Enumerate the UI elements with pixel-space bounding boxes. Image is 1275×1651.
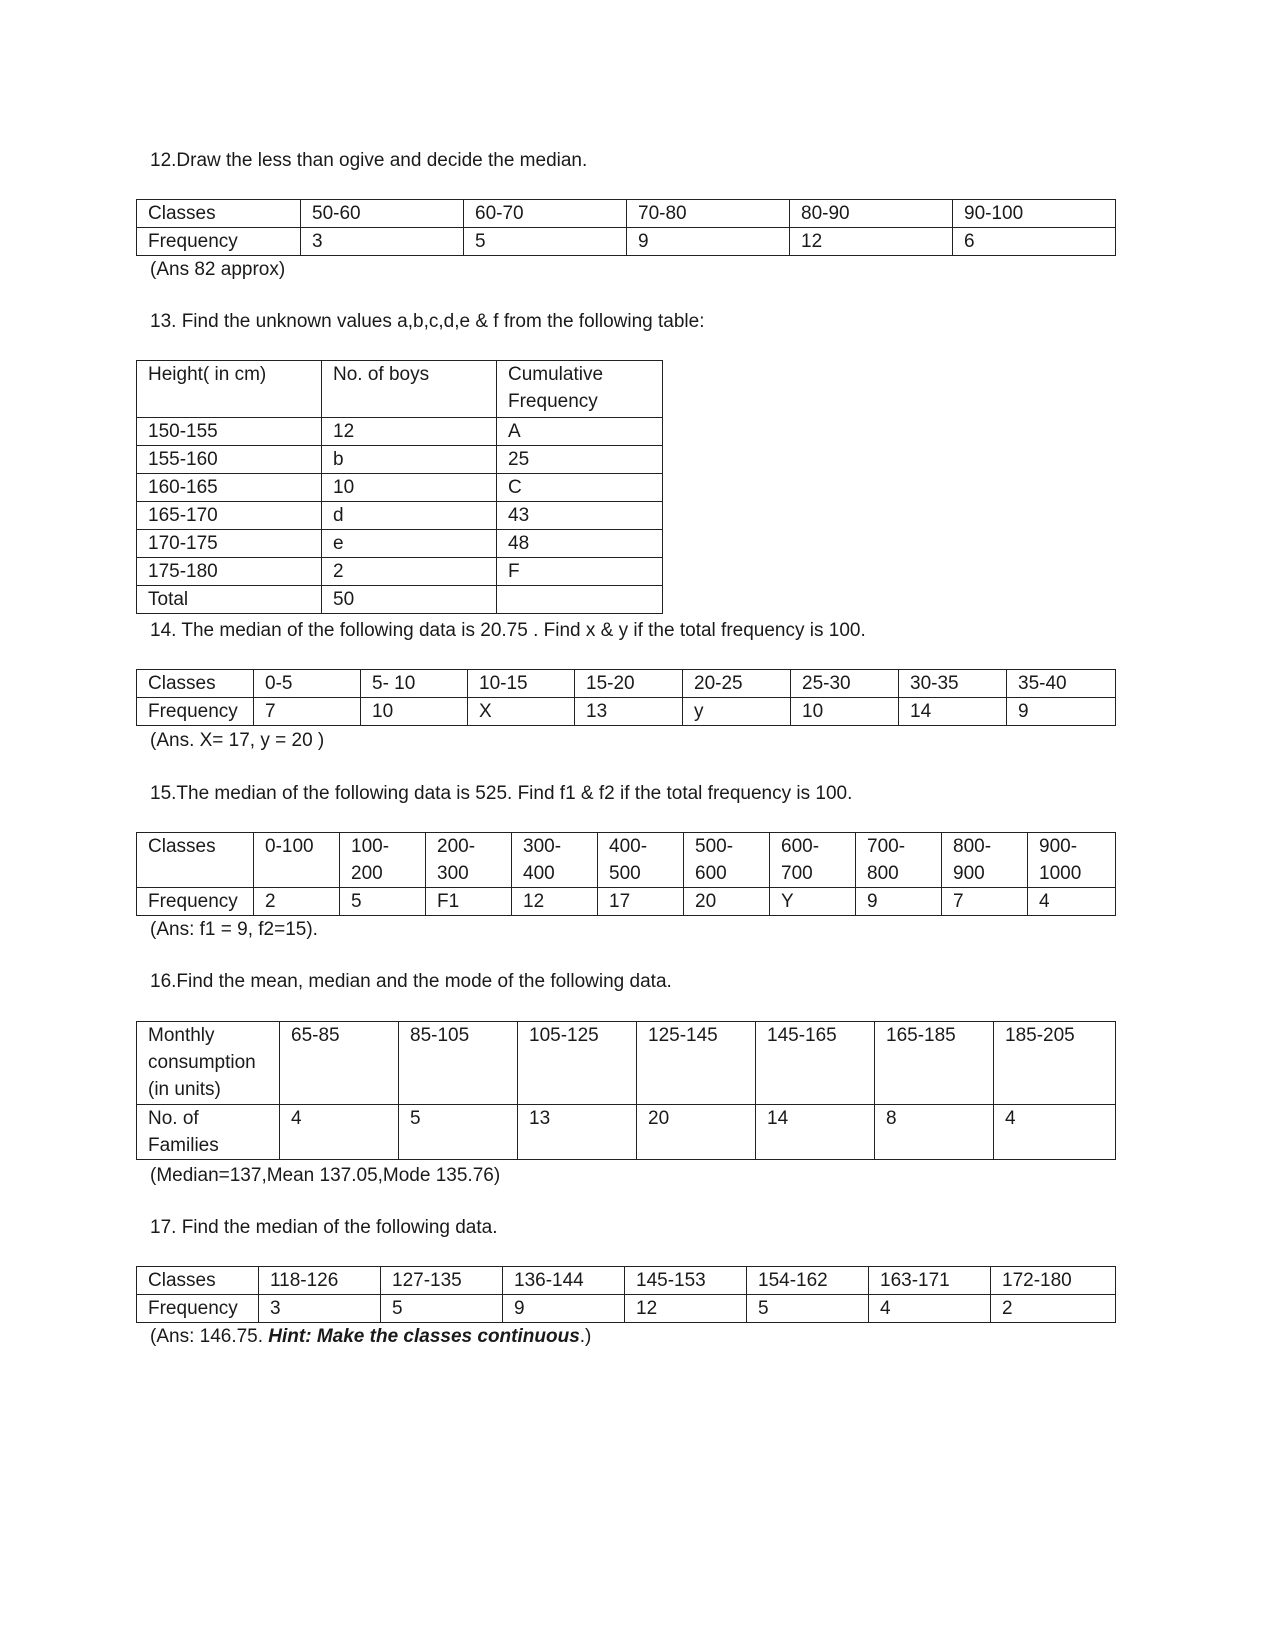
answer-16: (Median=137,Mean 137.05,Mode 135.76) [150,1165,501,1186]
table-row [137,200,1116,228]
table-cell [497,586,663,614]
table-cell: 105-125 [518,1022,637,1105]
table-cell: 400- 500 [598,833,684,888]
table-row [137,558,663,586]
table-cell: A [497,418,663,446]
table-cell: 20 [684,888,770,916]
table-row [137,1295,1116,1323]
table-cell: 900- 1000 [1028,833,1116,888]
table-cell: 154-162 [747,1267,869,1295]
table-cell: Frequency [137,698,254,726]
table-cell: 14 [899,698,1007,726]
table-cell: 172-180 [991,1267,1116,1295]
table-q15 [136,832,1116,916]
table-cell: 50-60 [301,200,464,228]
table-cell: 6 [953,228,1116,256]
table-row [137,586,663,614]
table-cell: 163-171 [869,1267,991,1295]
table-cell: 5 [464,228,627,256]
table-cell: 5 [747,1295,869,1323]
table-row [137,474,663,502]
table-cell: b [322,446,497,474]
table-cell: 5 [399,1105,518,1160]
table-row [137,833,1116,888]
table-cell: Classes [137,200,301,228]
table-cell: 3 [259,1295,381,1323]
table-cell: F [497,558,663,586]
table-cell: 30-35 [899,670,1007,698]
table-cell: 155-160 [137,446,322,474]
table-cell: e [322,530,497,558]
table-cell: Classes [137,1267,259,1295]
table-cell: 4 [280,1105,399,1160]
table-cell: 7 [254,698,361,726]
table-cell: 160-165 [137,474,322,502]
table-cell: 10 [322,474,497,502]
table-row [137,888,1116,916]
table-cell: 100- 200 [340,833,426,888]
table-q12 [136,199,1116,256]
table-cell: 80-90 [790,200,953,228]
table-cell: 35-40 [1007,670,1116,698]
table-cell: 43 [497,502,663,530]
table-cell: 5- 10 [361,670,468,698]
table-cell: 13 [518,1105,637,1160]
table-cell: 10 [791,698,899,726]
table-cell: Classes [137,670,254,698]
table-cell: 10 [361,698,468,726]
table-cell: 12 [322,418,497,446]
table-cell: X [468,698,575,726]
question-17-text: 17. Find the median of the following data. [150,1217,498,1238]
table-row [137,361,663,418]
table-row [137,670,1116,698]
table-cell: No. of boys [322,361,497,418]
table-cell: 17 [598,888,684,916]
table-cell: 25 [497,446,663,474]
table-cell: 65-85 [280,1022,399,1105]
table-cell: 12 [625,1295,747,1323]
table-cell: Y [770,888,856,916]
table-cell: 136-144 [503,1267,625,1295]
table-cell: 165-170 [137,502,322,530]
question-12-text: 12.Draw the less than ogive and decide the median. [150,150,588,171]
table-cell: Total [137,586,322,614]
table-q14 [136,669,1116,726]
table-row [137,1267,1116,1295]
table-cell: 3 [301,228,464,256]
table-cell: 20 [637,1105,756,1160]
table-row [137,418,663,446]
table-cell: 48 [497,530,663,558]
table-cell: Frequency [137,888,254,916]
table-cell: Height( in cm) [137,361,322,418]
table-cell: Cumulative Frequency [497,361,663,418]
question-13-text: 13. Find the unknown values a,b,c,d,e & f from the following table: [150,311,705,332]
question-14-text: 14. The median of the following data is 20.75 . Find x & y if the total frequency is 100. [150,620,866,641]
table-cell: 0-100 [254,833,340,888]
table-cell: 50 [322,586,497,614]
table-row [137,502,663,530]
answer-17-suffix: .) [579,1326,592,1347]
table-cell: 800- 900 [942,833,1028,888]
table-cell: 10-15 [468,670,575,698]
table-cell: 2 [254,888,340,916]
table-cell: 85-105 [399,1022,518,1105]
table-cell: 12 [512,888,598,916]
table-cell: 9 [627,228,790,256]
table-cell: 700- 800 [856,833,942,888]
table-row [137,1105,1116,1160]
table-cell: 20-25 [683,670,791,698]
answer-14: (Ans. X= 17, y = 20 ) [150,730,325,751]
table-cell: 25-30 [791,670,899,698]
table-cell: 170-175 [137,530,322,558]
table-cell: 0-5 [254,670,361,698]
table-cell: 9 [856,888,942,916]
table-cell: 175-180 [137,558,322,586]
table-cell: 127-135 [381,1267,503,1295]
table-cell: 5 [381,1295,503,1323]
table-row [137,530,663,558]
table-q17 [136,1266,1116,1323]
table-cell: y [683,698,791,726]
table-cell: 165-185 [875,1022,994,1105]
table-cell: 15-20 [575,670,683,698]
answer-15: (Ans: f1 = 9, f2=15). [150,919,318,940]
table-cell: 12 [790,228,953,256]
table-cell: 14 [756,1105,875,1160]
table-cell: 125-145 [637,1022,756,1105]
table-cell: Classes [137,833,254,888]
table-cell: 2 [322,558,497,586]
answer-17-hint: Hint: Make the classes continuous [268,1326,580,1347]
table-cell: No. of Families [137,1105,280,1160]
question-15-text: 15.The median of the following data is 525. Find f1 & f2 if the total frequency is 100. [150,783,853,804]
table-cell: 600- 700 [770,833,856,888]
table-cell: 145-165 [756,1022,875,1105]
table-cell: 8 [875,1105,994,1160]
table-cell: 13 [575,698,683,726]
table-q16 [136,1021,1116,1160]
table-cell: 70-80 [627,200,790,228]
table-cell: 90-100 [953,200,1116,228]
table-cell: 60-70 [464,200,627,228]
table-cell: C [497,474,663,502]
table-cell: Frequency [137,228,301,256]
table-cell: 500- 600 [684,833,770,888]
table-row [137,1022,1116,1105]
table-row [137,698,1116,726]
table-cell: 185-205 [994,1022,1116,1105]
table-cell: Frequency [137,1295,259,1323]
answer-17-prefix: (Ans: 146.75. [150,1326,269,1347]
table-cell: 200- 300 [426,833,512,888]
table-cell: 150-155 [137,418,322,446]
table-cell: d [322,502,497,530]
table-row [137,228,1116,256]
table-cell: 118-126 [259,1267,381,1295]
table-cell: 5 [340,888,426,916]
table-cell: 9 [503,1295,625,1323]
table-cell: 7 [942,888,1028,916]
answer-17 [150,1325,591,1349]
table-cell: 145-153 [625,1267,747,1295]
table-q13 [136,360,663,614]
table-cell: 4 [869,1295,991,1323]
table-cell: F1 [426,888,512,916]
table-row [137,446,663,474]
table-cell: 9 [1007,698,1116,726]
table-cell: 2 [991,1295,1116,1323]
table-cell: 4 [994,1105,1116,1160]
question-16-text: 16.Find the mean, median and the mode of the following data. [150,971,672,992]
answer-12: (Ans 82 approx) [150,259,286,280]
table-cell: 300- 400 [512,833,598,888]
table-cell: 4 [1028,888,1116,916]
table-cell: Monthly consumption (in units) [137,1022,280,1105]
